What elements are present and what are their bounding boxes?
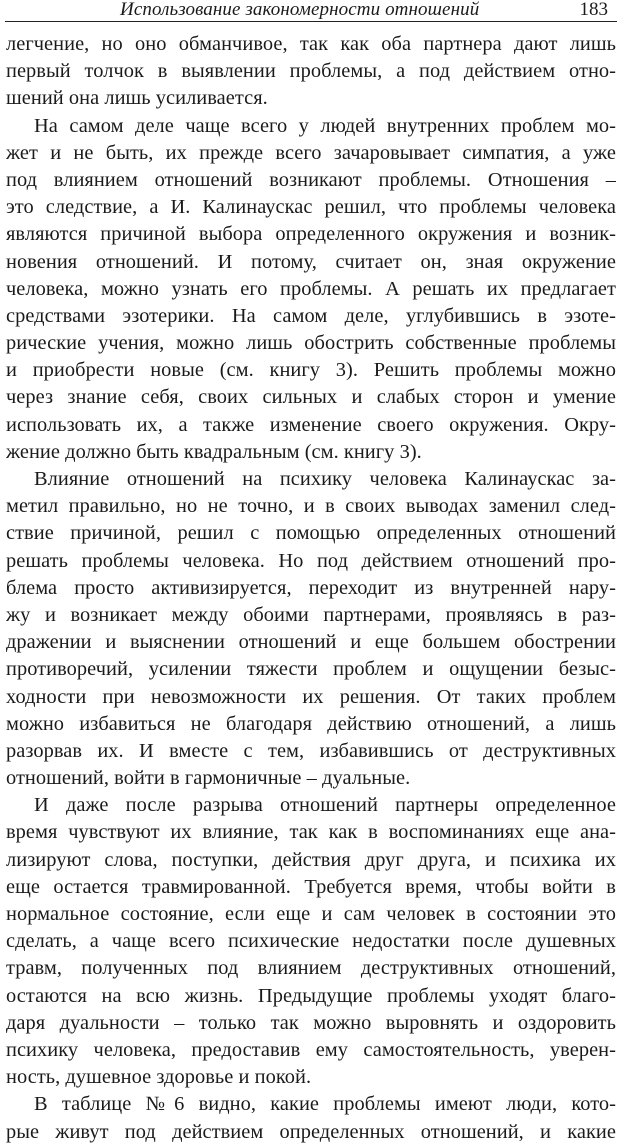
paragraph bbox=[6, 1091, 616, 1145]
text-line: даря дуальности – только так можно выровнять и оздоровить bbox=[6, 1011, 616, 1034]
text-line: блема просто активизируется, переходит из внутренней нару- bbox=[6, 576, 616, 599]
text-line: разорвав их. И вместе с тем, избавившись от деструктивных bbox=[6, 739, 616, 762]
paragraph bbox=[6, 792, 616, 1091]
text-line: жение должно быть квадральным (см. книгу 3). bbox=[6, 440, 422, 463]
text-line: и приобрести новые (см. книгу 3). Решить проблемы можно bbox=[6, 359, 616, 382]
text-line: легчение, но оно обманчивое, так как оба партнера дают лишь bbox=[6, 33, 616, 55]
text-line: На самом деле чаще всего у людей внутренних проблем мо- bbox=[34, 114, 616, 137]
text-line: сделать, а чаще всего психические недостатки после душевных bbox=[6, 930, 616, 953]
text-line: новения отношений. И потому, считает он, зная окружение bbox=[6, 250, 616, 273]
text-line: человека, можно узнать его проблемы. А решать их предлагает bbox=[6, 277, 616, 300]
running-head bbox=[0, 0, 620, 22]
text-line: ствие причиной, решил с помощью определенных отношений bbox=[6, 522, 616, 545]
paragraph bbox=[6, 31, 616, 113]
text-line: шений она лишь усиливается. bbox=[6, 87, 268, 110]
header-rule bbox=[5, 21, 617, 22]
paragraph bbox=[6, 466, 616, 792]
text-line: решать проблемы человека. Но под действием отношений про- bbox=[6, 549, 616, 572]
text-line: нормальное состояние, если еще и сам человек в состоянии это bbox=[6, 903, 616, 925]
text-line: под влиянием отношений возникают проблемы. Отношения – bbox=[6, 168, 616, 191]
text-line: метил правильно, но не точно, и в своих выводах заменил след- bbox=[6, 495, 616, 518]
running-title: Использование закономерности отношений bbox=[120, 0, 480, 20]
text-line: еще остается травмированной. Требуется время, чтобы войти в bbox=[6, 875, 616, 898]
text-line: являются причиной выбора определенного окружения и возник- bbox=[6, 223, 616, 246]
text-line: противоречий, усилении тяжести проблем и ощущении безыс- bbox=[6, 658, 616, 681]
text-line: лизируют слова, поступки, действия друг друга, и психика их bbox=[6, 848, 616, 871]
text-line: остаются на всю жизнь. Предыдущие проблемы уходят благо- bbox=[6, 984, 616, 1007]
text-line: жет и не быть, их прежде всего зачаровывает симпатия, а уже bbox=[6, 141, 616, 164]
text-line: первый толчок в выявлении проблемы, а под действием отно- bbox=[6, 60, 616, 83]
text-line: Влияние отношений на психику человека Калинаускас за- bbox=[34, 468, 616, 490]
page-number: 183 bbox=[579, 0, 608, 20]
text-line: использовать их, а также изменение своего окружения. Окру- bbox=[6, 413, 616, 436]
text-line: время чувствуют их влияние, так как в воспоминаниях еще ана- bbox=[6, 821, 616, 844]
text-line: травм, полученных под влиянием деструктивных отношений, bbox=[6, 957, 616, 980]
text-line: рические учения, можно лишь обострить собственные проблемы bbox=[6, 332, 616, 355]
text-line: рые живут под действием определенных отношений, и какие bbox=[6, 1120, 616, 1143]
text-line: через знание себя, своих сильных и слабых сторон и умение bbox=[6, 386, 616, 409]
text-line: ность, душевное здоровье и покой. bbox=[6, 1066, 312, 1089]
text-line: В таблице №6 видно, какие проблемы имеют люди, кото- bbox=[34, 1093, 616, 1116]
text-line: дражении и выяснении отношений и еще большем обострении bbox=[6, 631, 616, 654]
text-line: И даже после разрыва отношений партнеры определенное bbox=[34, 794, 616, 817]
text-line: жу и возникает между обоими партнерами, проявляясь в раз- bbox=[6, 603, 616, 626]
text-line: ходности при невозможности их решения. От таких проблем bbox=[6, 685, 616, 708]
text-line: психику человека, предоставив ему самостоятельность, уверен- bbox=[6, 1038, 616, 1061]
text-line: можно избавиться не благодаря действию отношений, а лишь bbox=[6, 712, 616, 735]
text-line: средствами эзотерики. На самом деле, углубившись в эзоте- bbox=[6, 304, 616, 327]
text-line: это следствие, а И. Калинаускас решил, что проблемы человека bbox=[6, 196, 616, 219]
text-line: отношений, войти в гармоничные – дуальные. bbox=[6, 767, 411, 790]
body-text bbox=[6, 31, 616, 1146]
paragraph bbox=[6, 113, 616, 466]
